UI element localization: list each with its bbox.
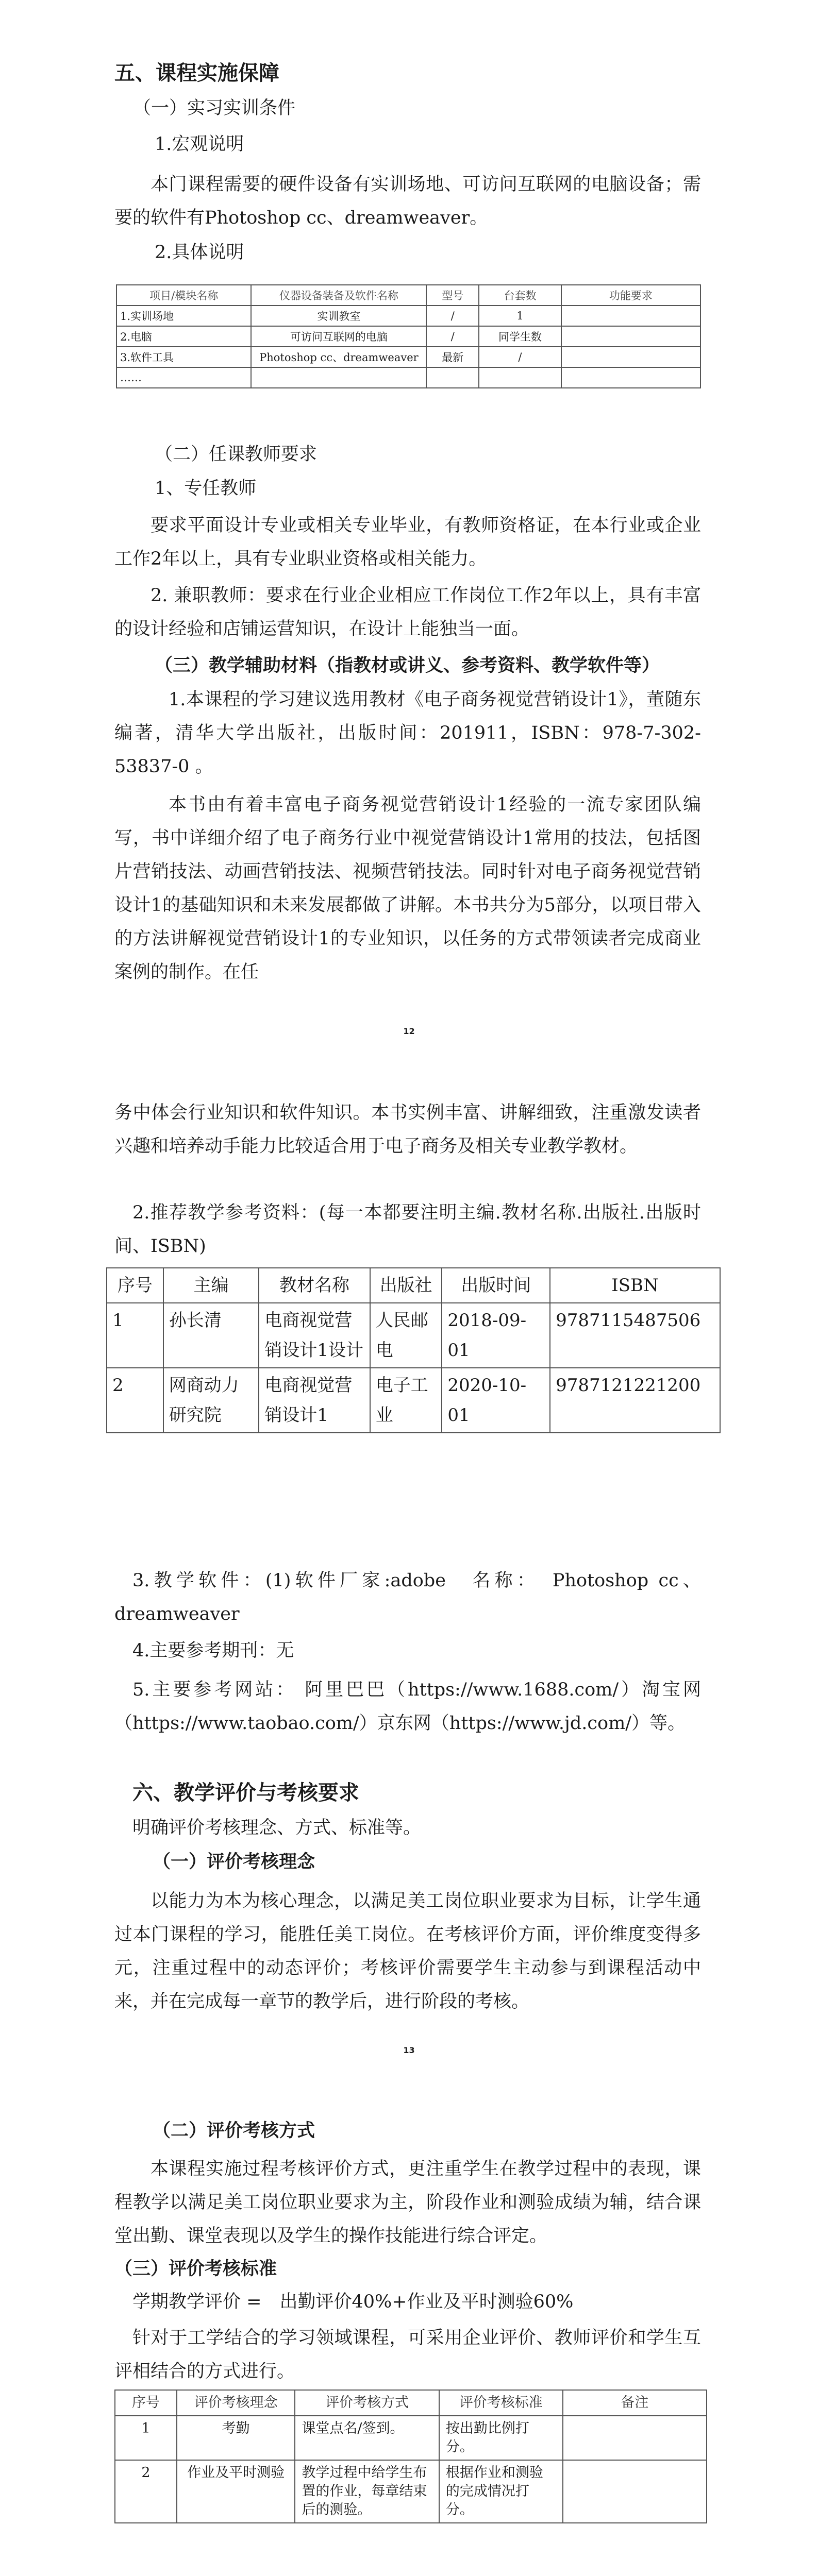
section5-title: 五、课程实施保障 [114,61,279,85]
table-cell: 最新 [426,347,479,367]
table-header-cell: 型号 [426,285,479,306]
evaluation-standard-paragraph: 针对于工学结合的学习领域课程，可采用企业评价、教师评价和学生互评相结合的方式进行。 [114,2328,701,2382]
section5-sub1: （一）实习实训条件 [133,98,296,118]
table-cell: 3.软件工具 [116,347,251,367]
book-intro-paragraph: 本书由有着丰富电子商务视觉营销设计1经验的一流专家团队编写，书中详细介绍了电子商务行业中视觉营销设计1常用的技法，包括图片营销技法、动画营销技法、视频营销技法。同时针对电子商务视觉营销设计1的基础知识和未来发展都做了讲解。本书共分为5部分，以项目带入的方法讲解视觉营销设计1的专业知识，以任务的方式带领读者完成商业案例的制作。在任 [114,794,701,982]
table-cell: 同学生数 [479,326,561,347]
table-header-cell: ISBN [550,1268,720,1303]
table-cell: 9787115487506 [550,1303,720,1368]
detail-title: 2.具体说明 [155,242,244,263]
table-header-row [116,285,700,306]
table-cell: 根据作业和测验的完成情况打分。 [439,2460,563,2523]
table-cell: 9787121221200 [550,1368,720,1433]
teacher1-paragraph: 要求平面设计专业或相关专业毕业，有教师资格证，在本行业或企业工作2年以上，具有专业职业资格或相关能力。 [114,515,701,569]
table-cell: 教学过程中给学生布置的作业，每章结束后的测验。 [295,2460,439,2523]
section6-sub3: （三）评价考核标准 [114,2258,277,2279]
table-cell: 1 [479,306,561,326]
macro-title: 1.宏观说明 [155,134,244,155]
table-cell [251,367,426,388]
table-header-cell: 评价考核理念 [177,2390,295,2416]
evaluation-table [114,2389,707,2523]
table-cell: 可访问互联网的电脑 [251,326,426,347]
table-cell: 考勤 [177,2416,295,2460]
table-header-cell: 台套数 [479,285,561,306]
table-cell: 电商视觉营销设计1设计 [259,1303,370,1368]
table-header-row [115,2390,707,2416]
table-cell: / [479,347,561,367]
table-header-cell: 出版时间 [442,1268,550,1303]
table-cell [561,347,700,367]
table-cell: 2020-10-01 [442,1368,550,1433]
table-cell [561,367,700,388]
table-cell: Photoshop cc、dreamweaver [251,347,426,367]
table-row [115,2460,707,2523]
table-cell: 1 [107,1303,163,1368]
table-header-cell: 主编 [163,1268,259,1303]
table-cell: 网商动力研究院 [163,1368,259,1433]
section6-sub1: （一）评价考核理念 [153,1851,315,1872]
table-cell: 2 [107,1368,163,1433]
table-header-cell: 序号 [107,1268,163,1303]
table-cell: 2018-09-01 [442,1303,550,1368]
evaluation-formula: 学期教学评价 = 出勤评价40%+作业及平时测验60% [132,2292,574,2312]
table-row [107,1303,720,1368]
table-cell: …… [116,367,251,388]
references-title: 2.推荐教学参考资料：(每一本都要注明主编.教材名称.出版社.出版时间、ISBN) [114,1202,701,1257]
table-cell: / [426,306,479,326]
table-cell: 孙长清 [163,1303,259,1368]
table-cell: 作业及平时测验 [177,2460,295,2523]
table-header-cell: 备注 [563,2390,707,2416]
table-cell: 1.实训场地 [116,306,251,326]
table-cell: 电商视觉营销设计1 [259,1368,370,1433]
table-cell [563,2416,707,2460]
table-header-cell: 评价考核方式 [295,2390,439,2416]
table-header-cell: 评价考核标准 [439,2390,563,2416]
evaluation-method-paragraph: 本课程实施过程考核评价方式，更注重学生在教学过程中的表现，课程教学以满足美工岗位职业要求为主，阶段作业和测验成绩为辅，结合课堂出勤、课堂表现以及学生的操作技能进行综合评定。 [114,2159,701,2246]
table-cell: 按出勤比例打分。 [439,2416,563,2460]
evaluation-idea-paragraph: 以能力为本为核心理念，以满足美工岗位职业要求为目标，让学生通过本门课程的学习，能胜任美工岗位。在考核评价方面，评价维度变得多元，注重过程中的动态评价；考核评价需要学生主动参与到课程活动中来，并在完成每一章节的教学后，进行阶段的考核。 [114,1891,701,2012]
section6-intro: 明确评价考核理念、方式、标准等。 [132,1818,422,1838]
table-cell: 2 [115,2460,177,2523]
software-paragraph: 3.教学软件：(1)软件厂家:adobe 名称： Photoshop cc、dreamweaver [114,1570,701,1624]
textbook-paragraph: 1.本课程的学习建议选用教材《电子商务视觉营销设计1》，董随东 编著，清华大学出版社，出版时间：201911，ISBN：978-7-302-53837-0 。 [114,689,701,777]
section5-sub2: （二）任课教师要求 [155,444,318,465]
table-header-cell: 教材名称 [259,1268,370,1303]
table-header-row [107,1268,720,1303]
table-cell: / [426,326,479,347]
table-header-cell: 功能要求 [561,285,700,306]
table-row [116,347,700,367]
table-row [116,306,700,326]
table-cell: 课堂点名/签到。 [295,2416,439,2460]
table-cell [479,367,561,388]
table-header-cell: 项目/模块名称 [116,285,251,306]
websites-paragraph: 5.主要参考网站： 阿里巴巴（https://www.1688.com/）淘宝网（https://www.taobao.com/）京东网（https://www.jd.com/）等。 [114,1680,701,1734]
section6-sub2: （二）评价考核方式 [153,2120,315,2141]
book-intro-continued: 务中体会行业知识和软件知识。本书实例丰富、讲解细致，注重激发读者兴趣和培养动手能力比较适合用于电子商务及相关专业教学教材。 [114,1103,701,1157]
journal-line: 4.主要参考期刊：无 [132,1640,294,1661]
table-cell: 人民邮电 [370,1303,442,1368]
teacher2-paragraph: 2. 兼职教师：要求在行业企业相应工作岗位工作2年以上，具有丰富的设计经验和店铺运营知识，在设计上能独当一面。 [114,585,701,639]
table-cell: 电子工业 [370,1368,442,1433]
table-cell [563,2460,707,2523]
section5-sub3: （三）教学辅助材料（指教材或讲义、参考资料、教学软件等） [155,655,660,676]
equipment-table [116,284,701,388]
section6-title: 六、教学评价与考核要求 [132,1781,359,1805]
table-cell: 实训教室 [251,306,426,326]
macro-paragraph: 本门课程需要的硬件设备有实训场地、可访问互联网的电脑设备；需要的软件有Photoshop cc、dreamweaver。 [114,174,701,228]
table-row [107,1368,720,1433]
table-row [116,326,700,347]
table-header-cell: 出版社 [370,1268,442,1303]
table-row [116,367,700,388]
table-cell [561,306,700,326]
table-cell [426,367,479,388]
table-row [115,2416,707,2460]
table-header-cell: 仪器设备装备及软件名称 [251,285,426,306]
table-cell: 1 [115,2416,177,2460]
table-cell: 2.电脑 [116,326,251,347]
table-cell [561,326,700,347]
teacher1-title: 1、专任教师 [155,478,257,499]
page-number: 13 [403,2045,415,2055]
reference-table [106,1267,721,1433]
table-header-cell: 序号 [115,2390,177,2416]
page-number: 12 [403,1026,415,1036]
